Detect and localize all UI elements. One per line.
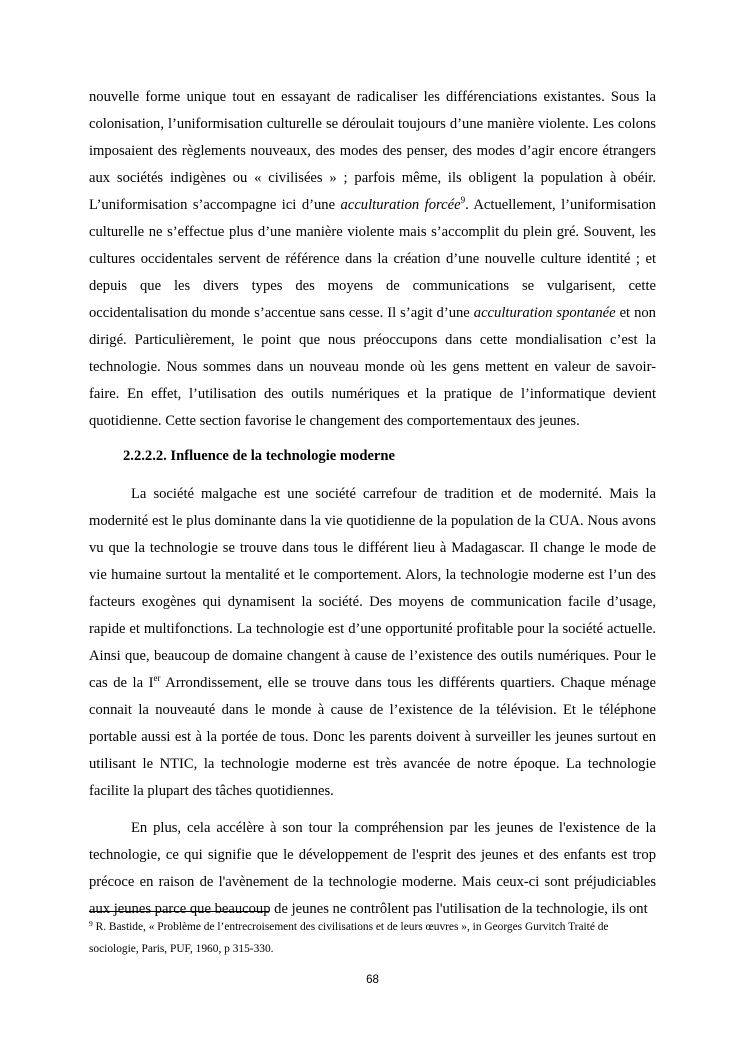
- footnote-text: R. Bastide, « Problème de l’entrecroisement des civilisations et de leurs œuvres », in Georges Gurvitch Traité de sociologie, Paris, PUF, 1960, p 315-330.: [89, 921, 609, 955]
- footnote-separator: [89, 911, 269, 912]
- paragraph-en-plus: En plus, cela accélère à son tour la compréhension par les jeunes de l'existence de la technologie, ce qui signifie que le développement de l'esprit des jeunes et des enfants est trop précoce en raison de l'avènement de la technologie moderne. Mais ceux-ci sont préjudiciables aux jeunes parce que beaucoup de jeunes ne contrôlent pas l'utilisation de la technologie, ils ont: [89, 820, 656, 917]
- paragraph-text: nouvelle forme unique tout en essayant de radicaliser les différenciations existantes. Sous la colonisation, l’uniformisation culturelle se déroulait toujours d’une manière violente. Les colons imposaient des règlements nouveaux, des modes des penser, des modes d’agir encore étrangers aux sociétés indigènes ou « civilisées » ; parfois même, ils obligent la population à obéir. L’uniformisation s’accompagne ici d’une: [89, 89, 656, 213]
- page-number: 68: [366, 974, 379, 986]
- paragraph-societe-malgache: [89, 481, 656, 805]
- paragraph-text: La société malgache est une société carrefour de tradition et de modernité. Mais la modernité est le plus dominante dans la vie quotidienne de la population de la CUA. Nous avons vu que la technologie se trouve dans tous le différent lieu à Madagascar. Il change le mode de vie humaine surtout la mentalité et le comportement. Alors, la technologie moderne est l’un des facteurs exogènes qui dynamisent la société. Des moyens de communication facile d’usage, rapide et multifonctions. La technologie est d’une opportunité profitable pour la société actuelle. Ainsi que, beaucoup de domaine changent à cause de l’existence des outils numériques. Pour le cas de la I: [89, 486, 656, 691]
- emphasis-acculturation-forcee: acculturation forcée: [340, 197, 461, 213]
- paragraph-uniformisation: [89, 84, 656, 435]
- footnote-reference[interactable]: 9: [460, 195, 466, 205]
- paragraph-text: . Actuellement, l’uniformisation culturelle ne s’effectue plus d’une manière violente mais s’accomplit du plein gré. Souvent, les cultures occidentales servent de référence dans la création d’une nouvelle culture identité ; et depuis que les divers types des moyens de communications se vulgarisent, cette occidentalisation du monde s’accentue sans cesse. Il s’agit d’une: [89, 197, 656, 321]
- paragraph-text: et non dirigé. Particulièrement, le point que nous préoccupons dans cette mondialisation c’est la technologie. Nous sommes dans un nouveau monde où les gens mettent en valeur de savoir-faire. En effet, l’utilisation des outils numériques et la pratique de l’informatique devient quotidienne. Cette section favorise le changement des comportementaux des jeunes.: [89, 305, 656, 429]
- page-body: [89, 84, 656, 923]
- footnote-number: 9: [89, 919, 93, 928]
- paragraph-text: Arrondissement, elle se trouve dans tous les différents quartiers. Chaque ménage connait la nouveauté dans le monde à cause de l’existence de la télévision. Et le téléphone portable aussi est à la portée de tous. Donc les parents doivent à surveiller les jeunes surtout en utilisant le NTIC, la technologie moderne est très avancée de notre époque. La technologie facilite la plupart des tâches quotidiennes.: [89, 675, 656, 799]
- section-heading: 2.2.2.2. Influence de la technologie moderne: [123, 448, 395, 464]
- ordinal-superscript: er: [153, 673, 161, 683]
- footnote: [89, 916, 656, 960]
- emphasis-acculturation-spontanee: acculturation spontanée: [473, 305, 616, 321]
